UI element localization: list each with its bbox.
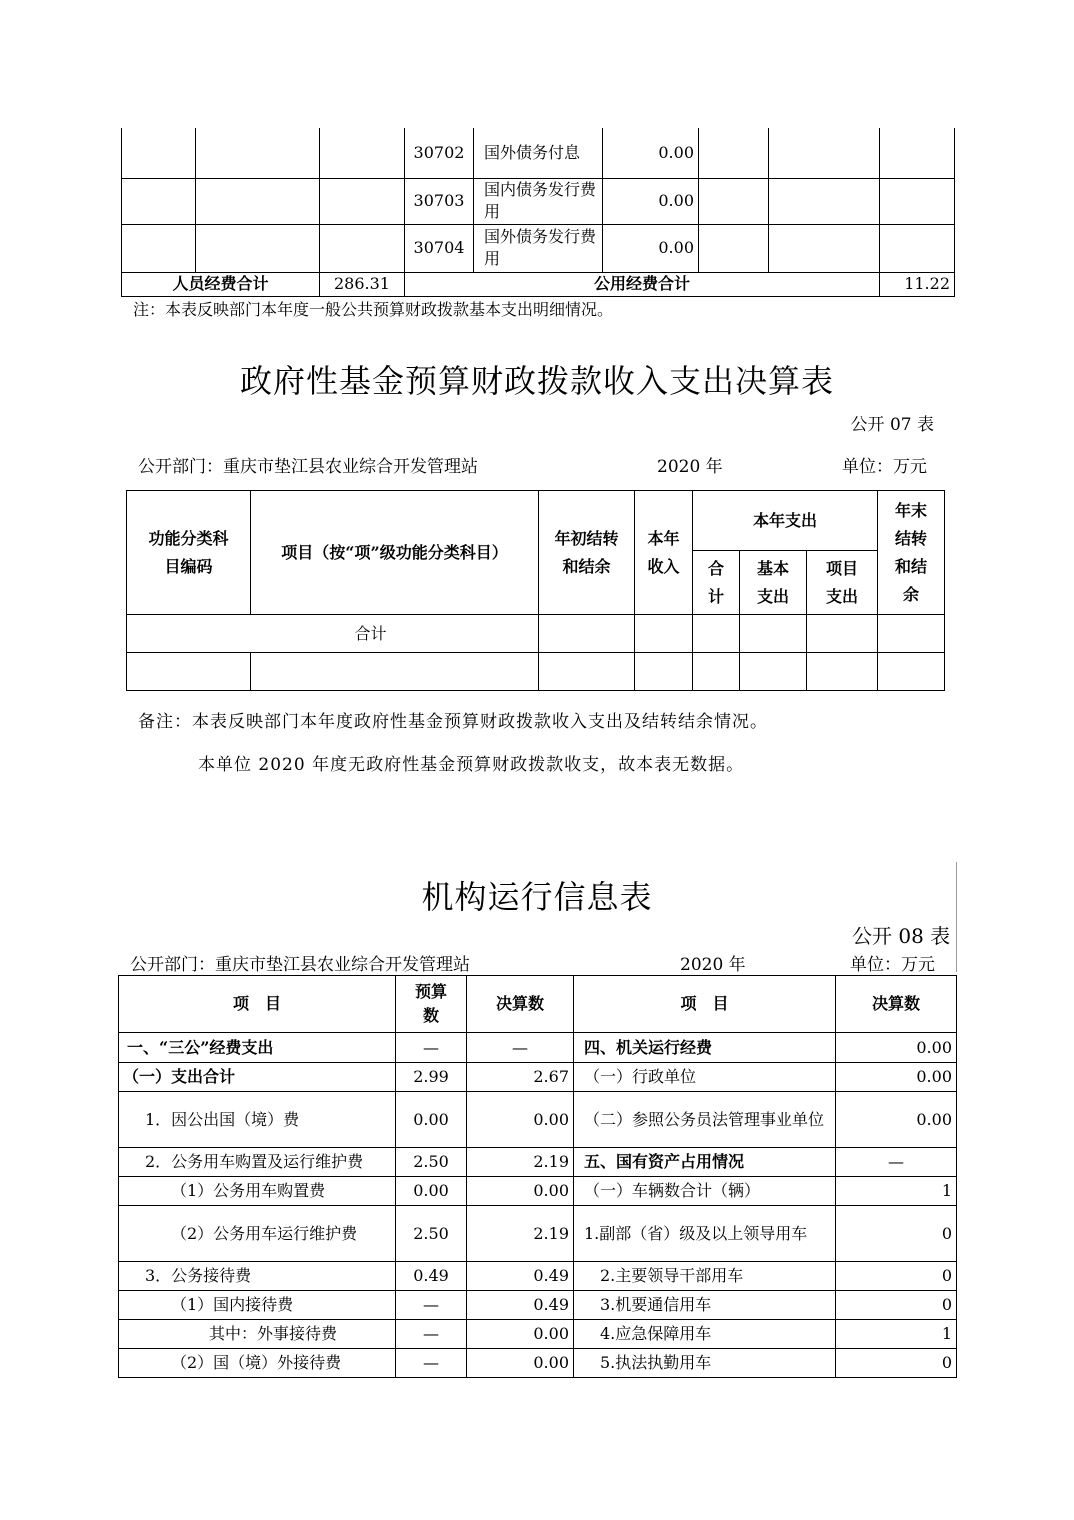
header-basic: 基本支出 xyxy=(740,551,807,615)
sum-label: 合计 xyxy=(127,615,539,653)
row-item-right: 四、机关运行经费 xyxy=(574,1033,836,1063)
header-row xyxy=(119,976,957,1033)
row-code: 30702 xyxy=(405,128,474,178)
header-code: 功能分类科目编码 xyxy=(127,491,251,615)
header-item-right: 项 目 xyxy=(574,976,836,1033)
row-budget: — xyxy=(396,1033,467,1063)
personnel-total-label: 人员经费合计 xyxy=(122,272,320,296)
row-final-right: 1 xyxy=(836,1320,957,1349)
row-final-right: 0.00 xyxy=(836,1033,957,1063)
row-final-right: 0 xyxy=(836,1206,957,1262)
header-income: 本年收入 xyxy=(635,491,693,615)
department-label: 公开部门：重庆市垫江县农业综合开发管理站 xyxy=(138,457,478,477)
row-item-right: （二）参照公务员法管理事业单位 xyxy=(574,1092,836,1148)
row-budget: 0.00 xyxy=(396,1092,467,1148)
unit-label: 单位：万元 xyxy=(850,955,935,975)
row-budget: 2.50 xyxy=(396,1206,467,1262)
unit-label: 单位：万元 xyxy=(842,457,927,477)
header-final-left: 决算数 xyxy=(467,976,574,1033)
header-expense: 本年支出 xyxy=(693,491,878,551)
table-row xyxy=(127,653,945,691)
row-item-left: （2）国（境）外接待费 xyxy=(119,1349,396,1378)
table-remark: 备注：本表反映部门本年度政府性基金预算财政拨款收入支出及结转结余情况。 xyxy=(138,712,768,732)
row-code: 30704 xyxy=(405,224,474,272)
row-item-left: 3．公务接待费 xyxy=(119,1262,396,1291)
row-item-left: （1）国内接待费 xyxy=(119,1291,396,1320)
row-item-right: 4.应急保障用车 xyxy=(574,1320,836,1349)
row-item-right: 2.主要领导干部用车 xyxy=(574,1262,836,1291)
table-note: 注：本表反映部门本年度一般公共预算财政拨款基本支出明细情况。 xyxy=(133,300,614,319)
header-budget: 预算数 xyxy=(396,976,467,1033)
header-project: 项目支出 xyxy=(807,551,878,615)
row-final: 0.00 xyxy=(467,1349,574,1378)
page-title: 机构运行信息表 xyxy=(421,878,653,916)
row-final: 0.49 xyxy=(467,1262,574,1291)
table-row xyxy=(119,1033,957,1063)
table-row xyxy=(119,1291,957,1320)
row-final: 0.00 xyxy=(467,1320,574,1349)
row-item-left: 2．公务用车购置及运行维护费 xyxy=(119,1148,396,1177)
row-final: 0.00 xyxy=(467,1092,574,1148)
table-remark-detail: 本单位 2020 年度无政府性基金预算财政拨款收支，故本表无数据。 xyxy=(198,755,745,775)
row-budget: — xyxy=(396,1349,467,1378)
institution-operation-table xyxy=(118,975,957,1378)
row-final: 0.49 xyxy=(467,1291,574,1320)
row-budget: — xyxy=(396,1291,467,1320)
total-row xyxy=(122,272,955,296)
row-item-right: （一）车辆数合计（辆） xyxy=(574,1177,836,1206)
row-item-left: 一、“三公”经费支出 xyxy=(119,1033,396,1063)
row-item-left: （一）支出合计 xyxy=(119,1063,396,1092)
basic-expense-detail-table xyxy=(121,128,955,297)
table-row xyxy=(122,224,955,272)
row-final-right: 0 xyxy=(836,1262,957,1291)
row-final-right: 0.00 xyxy=(836,1092,957,1148)
row-item-left: （2）公务用车运行维护费 xyxy=(119,1206,396,1262)
table-row xyxy=(122,128,955,178)
row-final-right: — xyxy=(836,1148,957,1177)
row-item-left: 1．因公出国（境）费 xyxy=(119,1092,396,1148)
row-final-right: 1 xyxy=(836,1177,957,1206)
header-item-left: 项 目 xyxy=(119,976,396,1033)
table-row xyxy=(119,1063,957,1092)
row-budget: 2.99 xyxy=(396,1063,467,1092)
row-name: 国外债务发行费用 xyxy=(474,224,603,272)
header-begin-balance: 年初结转和结余 xyxy=(539,491,635,615)
table-row xyxy=(119,1349,957,1378)
row-item-left: 其中：外事接待费 xyxy=(119,1320,396,1349)
public-total-value: 11.22 xyxy=(880,272,955,296)
row-budget: 0.00 xyxy=(396,1177,467,1206)
row-budget: 2.50 xyxy=(396,1148,467,1177)
row-amount: 0.00 xyxy=(603,224,699,272)
row-final-right: 0 xyxy=(836,1349,957,1378)
row-item-right: （一）行政单位 xyxy=(574,1063,836,1092)
header-item: 项目（按“项”级功能分类科目） xyxy=(251,491,539,615)
year-label: 2020 年 xyxy=(657,457,723,477)
personnel-total-value: 286.31 xyxy=(320,272,405,296)
row-budget: 0.49 xyxy=(396,1262,467,1291)
table-row xyxy=(119,1206,957,1262)
department-label: 公开部门：重庆市垫江县农业综合开发管理站 xyxy=(130,955,470,975)
row-item-right: 3.机要通信用车 xyxy=(574,1291,836,1320)
row-final: 2.19 xyxy=(467,1206,574,1262)
row-final: 2.19 xyxy=(467,1148,574,1177)
public-total-label: 公用经费合计 xyxy=(405,272,880,296)
table-row xyxy=(119,1262,957,1291)
table-number: 公开 07 表 xyxy=(850,415,934,435)
row-final-right: 0 xyxy=(836,1291,957,1320)
sum-row xyxy=(127,615,945,653)
table-row xyxy=(122,178,955,224)
header-final-right: 决算数 xyxy=(836,976,957,1033)
year-label: 2020 年 xyxy=(680,955,746,975)
row-code: 30703 xyxy=(405,178,474,224)
fund-budget-table xyxy=(126,490,945,691)
row-final: — xyxy=(467,1033,574,1063)
row-amount: 0.00 xyxy=(603,128,699,178)
table-row xyxy=(119,1092,957,1148)
row-item-right: 五、国有资产占用情况 xyxy=(574,1148,836,1177)
table-row xyxy=(119,1148,957,1177)
table-row xyxy=(119,1320,957,1349)
header-end-balance: 年末结转和结余 xyxy=(878,491,945,615)
table-number: 公开 08 表 xyxy=(852,924,951,948)
row-name: 国内债务发行费用 xyxy=(474,178,603,224)
row-item-left: （1）公务用车购置费 xyxy=(119,1177,396,1206)
row-amount: 0.00 xyxy=(603,178,699,224)
row-final-right: 0.00 xyxy=(836,1063,957,1092)
row-budget: — xyxy=(396,1320,467,1349)
table-row xyxy=(119,1177,957,1206)
row-final: 2.67 xyxy=(467,1063,574,1092)
header-row xyxy=(127,491,945,551)
row-item-right: 5.执法执勤用车 xyxy=(574,1349,836,1378)
row-final: 0.00 xyxy=(467,1177,574,1206)
row-item-right: 1.副部（省）级及以上领导用车 xyxy=(574,1206,836,1262)
page-title: 政府性基金预算财政拨款收入支出决算表 xyxy=(239,362,834,400)
row-name: 国外债务付息 xyxy=(474,128,603,178)
header-total: 合计 xyxy=(693,551,740,615)
